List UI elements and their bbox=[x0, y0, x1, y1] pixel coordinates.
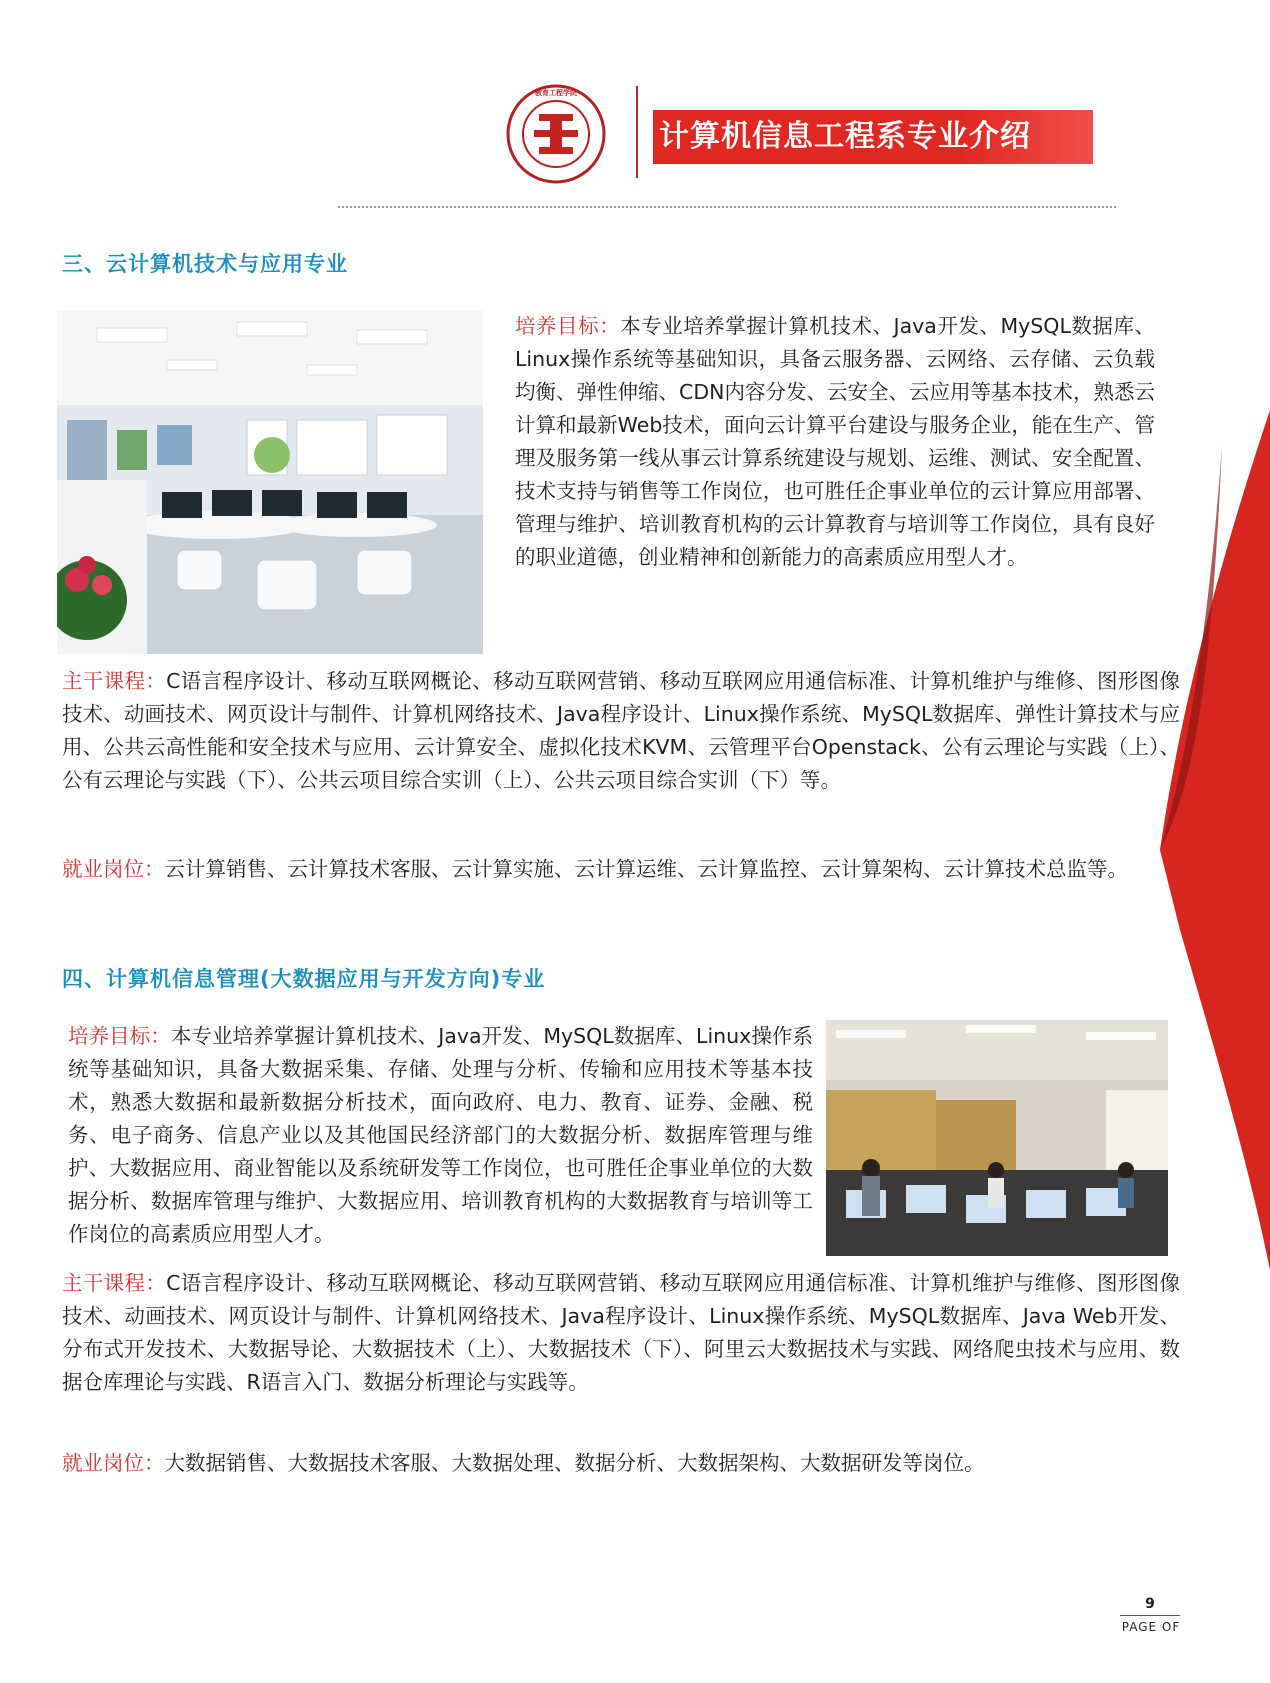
job-text: 大数据销售、大数据技术客服、大数据处理、数据分析、大数据架构、大数据研发等岗位。 bbox=[164, 1451, 985, 1475]
svg-text:教育工程学院: 教育工程学院 bbox=[535, 89, 577, 97]
section-4-courses bbox=[62, 1267, 1180, 1399]
red-ribbon-decoration bbox=[1160, 410, 1270, 1270]
page-number: 9 bbox=[1145, 1596, 1155, 1612]
job-label: 就业岗位： bbox=[62, 1451, 165, 1475]
classroom-photo bbox=[826, 1020, 1168, 1256]
banner-title: 计算机信息工程系专业介绍 bbox=[659, 119, 1031, 154]
course-label: 主干课程： bbox=[62, 669, 167, 693]
college-logo bbox=[506, 84, 606, 184]
job-label: 就业岗位： bbox=[62, 857, 165, 881]
goal-label: 培养目标： bbox=[515, 314, 621, 338]
section-3-courses bbox=[62, 665, 1180, 797]
page-number-rule bbox=[1120, 1615, 1180, 1616]
cloud-lab-photo bbox=[57, 310, 483, 654]
goal-label: 培养目标： bbox=[68, 1024, 171, 1048]
title-banner bbox=[653, 110, 1093, 164]
job-text: 云计算销售、云计算技术客服、云计算实施、云计算运维、云计算监控、云计算架构、云计算技术总监等。 bbox=[164, 857, 1128, 881]
header-divider bbox=[636, 86, 638, 178]
course-label: 主干课程： bbox=[62, 1271, 167, 1295]
section-4-title: 四、计算机信息管理(大数据应用与开发方向)专业 bbox=[62, 967, 546, 991]
section-4-jobs bbox=[62, 1447, 1180, 1480]
section-3-title: 三、云计算机技术与应用专业 bbox=[62, 252, 348, 276]
page-of-label: PAGE OF bbox=[1121, 1620, 1181, 1634]
section-4-goal bbox=[68, 1020, 813, 1251]
course-text: C语言程序设计、移动互联网概论、移动互联网营销、移动互联网应用通信标准、计算机维护与维修、图形图像技术、动画技术、网页设计与制件、计算机网络技术、Java程序设计、Linux操作系统、MySQL数据库、弹性计算技术与应用、公共云高性能和安全技术与应用、云计算安全、虚拟化技术KVM、云管理平台Openstack、公有云理论与实践（上）、公有云理论与实践（下）、公共云项目综合实训（上）、公共云项目综合实训（下）等。 bbox=[62, 669, 1181, 792]
section-3-goal bbox=[515, 310, 1155, 574]
course-text: C语言程序设计、移动互联网概论、移动互联网营销、移动互联网应用通信标准、计算机维护与维修、图形图像技术、动画技术、网页设计与制件、计算机网络技术、Java程序设计、Linux操作系统、MySQL数据库、Java Web开发、分布式开发技术、大数据导论、大数据技术（上）、大数据技术（下）、阿里云大数据技术与实践、网络爬虫技术与应用、数据仓库理论与实践、R语言入门、数据分析理论与实践等。 bbox=[62, 1271, 1181, 1394]
goal-text: 本专业培养掌握计算机技术、Java开发、MySQL数据库、Linux操作系统等基础知识，具备云服务器、云网络、云存储、云负载均衡、弹性伸缩、CDN内容分发、云安全、云应用等基本技术，熟悉云计算和最新Web技术，面向云计算平台建设与服务企业，能在生产、管理及服务第一线从事云计算系统建设与规划、运维、测试、安全配置、技术支持与销售等工作岗位，也可胜任企事业单位的云计算应用部署、管理与维护、培训教育机构的云计算教育与培训等工作岗位，具有良好的职业道德，创业精神和创新能力的高素质应用型人才。 bbox=[515, 314, 1155, 569]
dotted-divider bbox=[338, 206, 1116, 208]
goal-text: 本专业培养掌握计算机技术、Java开发、MySQL数据库、Linux操作系统等基础知识，具备大数据采集、存储、处理与分析、传输和应用技术等基本技术，熟悉大数据和最新数据分析技术，面向政府、电力、教育、证券、金融、税务、电子商务、信息产业以及其他国民经济部门的大数据分析、数据库管理与维护、大数据应用、商业智能以及系统研发等工作岗位，也可胜任企事业单位的大数据分析、数据库管理与维护、大数据应用、培训教育机构的大数据教育与培训等工作岗位的高素质应用型人才。 bbox=[68, 1024, 813, 1246]
section-3-jobs bbox=[62, 853, 1180, 886]
